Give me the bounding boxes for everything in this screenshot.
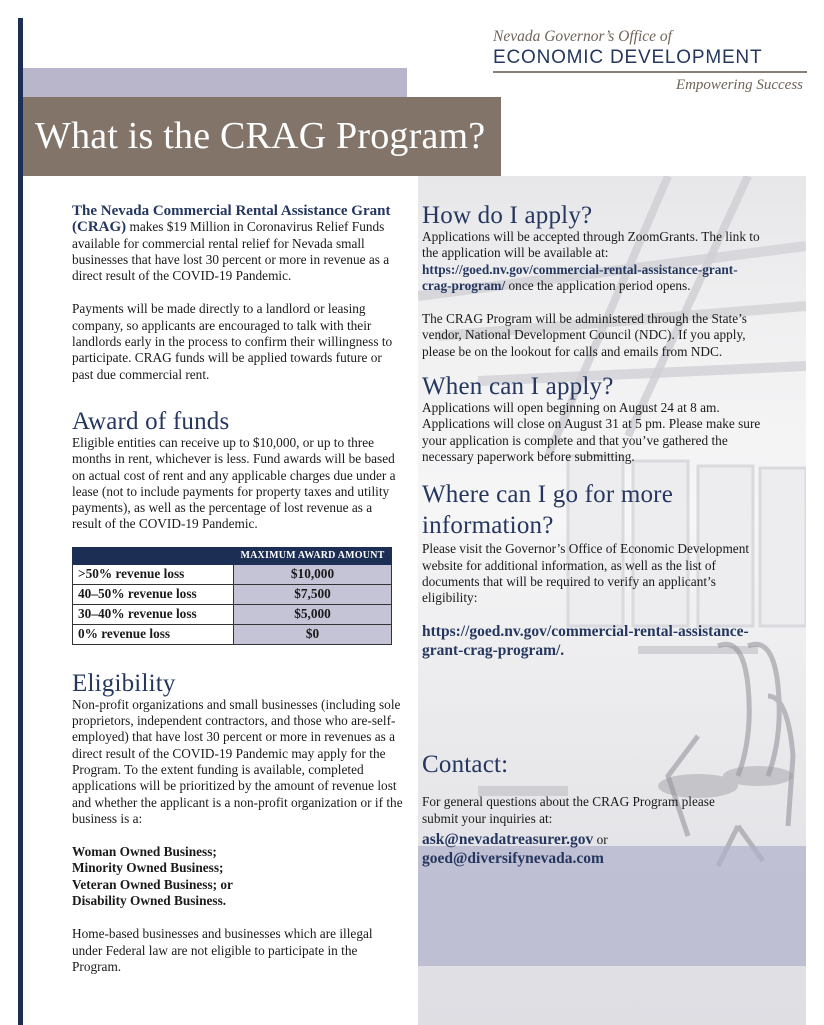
goed-email-link[interactable]: goed@diversifynevada.com <box>422 850 604 868</box>
table-row-value: $10,000 <box>234 564 392 584</box>
award-table-header: MAXIMUM AWARD AMOUNT <box>234 547 392 564</box>
contact-or: or <box>593 832 608 848</box>
logo-divider <box>493 71 807 73</box>
list-item: Disability Owned Business. <box>72 893 227 909</box>
intro-paragraph <box>72 203 404 284</box>
contact-emails <box>422 830 767 849</box>
goed-logo <box>493 28 811 94</box>
intro-program-name: The Nevada Commercial Rental Assistance Grant (CRAG) <box>72 203 391 236</box>
apply-paragraph <box>422 229 767 294</box>
contact-paragraph: For general questions about the CRAG Program please submit your inquiries at: <box>422 794 715 826</box>
eligibility-heading: Eligibility <box>72 669 176 697</box>
table-row-label: >50% revenue loss <box>73 564 234 584</box>
table-row-value: $5,000 <box>234 604 392 624</box>
apply-link[interactable]: https://goed.nv.gov/commercial-rental-assistance-grant-crag-program/ <box>422 261 738 293</box>
table-row <box>73 564 392 584</box>
title-banner <box>23 97 501 176</box>
apply-text: Applications will be accepted through ZoomGrants. The link to the application will be available at: <box>422 229 760 261</box>
award-table-header-row <box>73 547 392 564</box>
table-row-label: 0% revenue loss <box>73 624 234 644</box>
apply-heading: How do I apply? <box>422 202 593 229</box>
when-heading: When can I apply? <box>422 373 614 401</box>
contact-heading: Contact: <box>422 751 509 779</box>
title-accent-bar <box>23 68 407 97</box>
table-row <box>73 584 392 604</box>
table-row-value: $0 <box>234 624 392 644</box>
award-table <box>72 547 392 645</box>
payments-paragraph: Payments will be made directly to a landlord or leasing company, so applicants are encouraged to talk with their landlords early in the process to confirm their willingness to participate. CRAG funds will be applied towards future or past due commercial rent. <box>72 301 393 382</box>
list-item: Veteran Owned Business; or <box>72 876 233 892</box>
award-table-empty-header <box>73 547 234 564</box>
list-item: Woman Owned Business; <box>72 844 217 860</box>
table-row <box>73 604 392 624</box>
table-row-value: $7,500 <box>234 584 392 604</box>
intro-text: makes $19 Million in Coronavirus Relief Funds available for commercial rental relief for Nevada small businesses that have lost 30 percent or more in revenue as a direct result of the COVID-19 Pandemic. <box>72 219 390 284</box>
table-row <box>73 624 392 644</box>
where-heading: Where can I go for more information? <box>422 481 673 540</box>
left-column <box>72 203 404 975</box>
table-row-label: 40–50% revenue loss <box>73 584 234 604</box>
info-link[interactable]: https://goed.nv.gov/commercial-rental-assistance-grant-crag-program/. <box>422 623 749 660</box>
eligibility-list <box>72 844 404 909</box>
table-row-label: 30–40% revenue loss <box>73 604 234 624</box>
logo-line-1: Nevada Governor’s Office of <box>493 28 672 45</box>
logo-tagline: Empowering Success <box>675 77 803 93</box>
apply-text-end: once the application period opens. <box>505 277 691 293</box>
page-title: What is the CRAG Program? <box>35 115 486 157</box>
contact-emails-2 <box>422 849 767 868</box>
award-heading: Award of funds <box>72 407 230 435</box>
eligibility-paragraph: Non-profit organizations and small businesses (including sole proprietors, independent contractors, and those who are-self-employed) that have lost 30 percent or more in revenues as a direct result of the COVID-19 Pandemic may apply for the Program. To the extent funding is available, completed applications will be prioritized by the amount of revenue lost and whether the applicant is a non-profit organization or if the business is a: <box>72 696 403 826</box>
when-paragraph: Applications will open beginning on August 24 at 8 am. Applications will close on August 31 at 5 pm. Please make sure your application is complete and that you’ve gathered the necessary paperwork before submitting. <box>422 400 761 464</box>
where-paragraph: Please visit the Governor’s Office of Economic Development website for additional information, as well as the list of documents that will be required to verify an applicant’s eligibility: <box>422 541 750 606</box>
logo-line-2: ECONOMIC DEVELOPMENT <box>493 47 763 68</box>
right-column <box>422 203 767 868</box>
award-paragraph: Eligible entities can receive up to $10,000, or up to three months in rent, whichever is less. Fund awards will be based on actual cost of rent and any applicable charges due under a lease (not to include payments for property taxes and utility payments), as well as the percentage of lost revenue as a result of the COVID-19 Pandemic. <box>72 434 396 532</box>
eligibility-footer: Home-based businesses and businesses which are illegal under Federal law are not eligible to participate in the Program. <box>72 926 373 974</box>
ndc-paragraph: The CRAG Program will be administered through the State’s vendor, National Development Council (NDC). If you apply, please be on the lookout for calls and emails from NDC. <box>422 311 747 359</box>
list-item: Minority Owned Business; <box>72 860 224 876</box>
treasurer-email-link[interactable]: ask@nevadatreasurer.gov <box>422 831 594 849</box>
